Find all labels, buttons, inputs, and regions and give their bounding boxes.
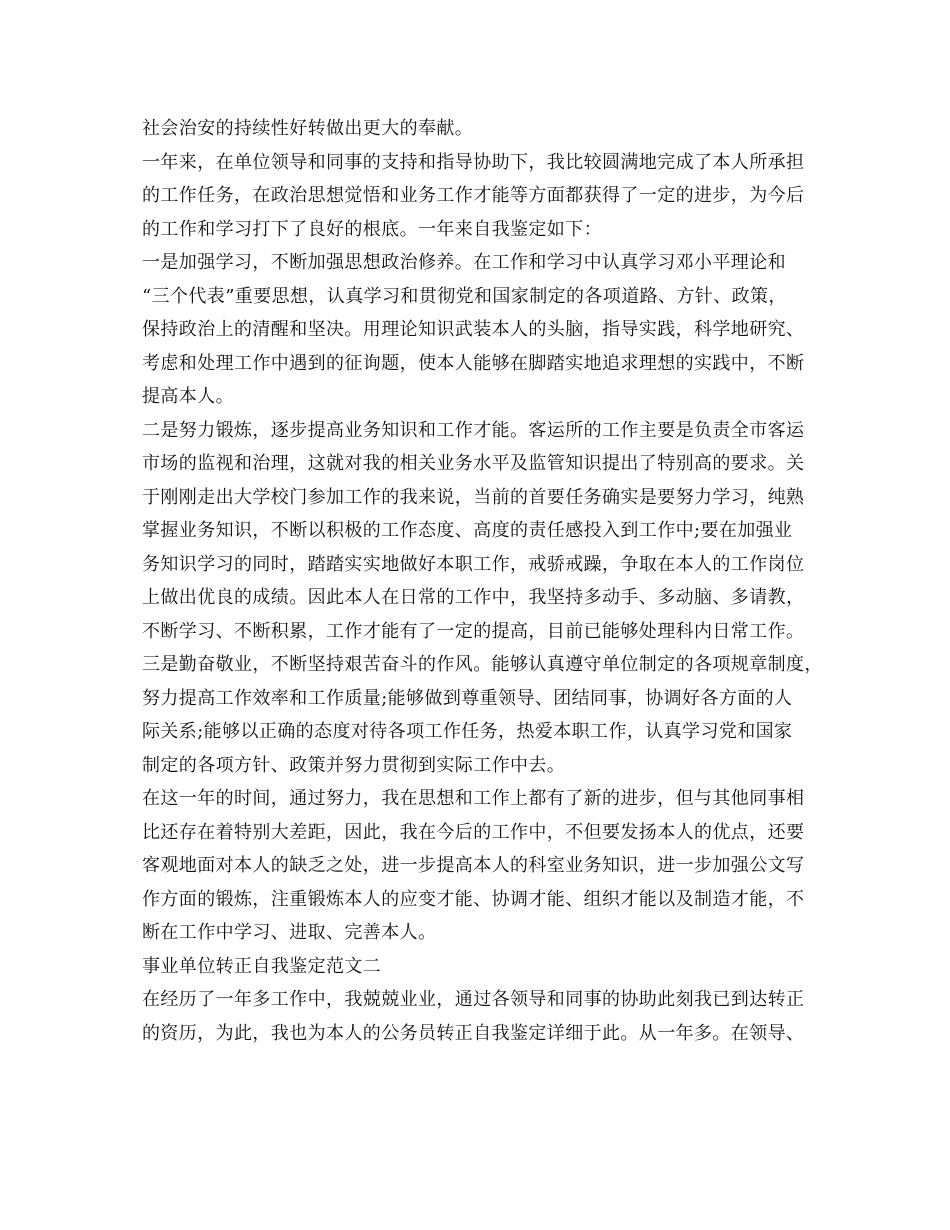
text-line: 社会治安的持续性好转做出更大的奉献。 <box>142 118 474 139</box>
text-line: 于刚刚走出大学校门参加工作的我来说，当前的首要任务确实是要努力学习，纯熟 <box>142 486 805 508</box>
text-line: 客观地面对本人的缺乏之处，进一步提高本人的科室业务知识，进一步加强公文写 <box>142 855 805 876</box>
text-line: 市场的监视和治理，这就对我的相关业务水平及监管知识提出了特别高的要求。关 <box>142 453 805 474</box>
text-line: 三是勤奋敬业，不断坚持艰苦奋斗的作风。能够认真遵守单位制定的各项规章制度， <box>142 654 823 675</box>
text-line: 比还存在着特别大差距，因此，我在今后的工作中，不但要发扬本人的优点，还要 <box>142 821 805 843</box>
section-heading: 事业单位转正自我鉴定范文二 <box>142 955 382 977</box>
text-line: 的工作和学习打下了良好的根底。一年来自我鉴定如下： <box>142 218 602 240</box>
text-line: 际关系;能够以正确的态度对待各项工作任务，热爱本职工作，认真学习党和国家 <box>142 721 793 742</box>
text-line: 务知识学习的同时，踏踏实实地做好本职工作，戒骄戒躁，争取在本人的工作岗位 <box>142 553 805 575</box>
text-line: 努力提高工作效率和工作质量;能够做到尊重领导、团结同事，协调好各方面的人 <box>142 687 793 709</box>
text-line: 一年来，在单位领导和同事的支持和指导协助下，我比较圆满地完成了本人所承担 <box>142 151 805 173</box>
text-line: 掌握业务知识，不断以积极的工作态度、高度的责任感投入到工作中;要在加强业 <box>142 520 793 541</box>
text-line: 一是加强学习，不断加强思想政治修养。在工作和学习中认真学习邓小平理论和 <box>142 252 786 273</box>
text-line: “三个代表”重要思想，认真学习和贯彻党和国家制定的各项道路、方针、政策， <box>142 285 787 307</box>
text-line: 提高本人。 <box>142 386 234 407</box>
text-line: 在这一年的时间，通过努力，我在思想和工作上都有了新的进步，但与其他同事相 <box>142 788 805 809</box>
text-line: 的工作任务，在政治思想觉悟和业务工作才能等方面都获得了一定的进步，为今后 <box>142 185 805 206</box>
text-line: 的资历，为此，我也为本人的公务员转正自我鉴定详细于此。从一年多。在领导、 <box>142 1022 805 1044</box>
text-line: 不断学习、不断积累，工作才能有了一定的提高，目前已能够处理科内日常工作。 <box>142 620 805 642</box>
text-line: 上做出优良的成绩。因此本人在日常的工作中，我坚持多动手、多动脑、多请教， <box>142 587 805 608</box>
text-line: 在经历了一年多工作中，我兢兢业业，通过各领导和同事的协助此刻我已到达转正 <box>142 989 805 1010</box>
text-line: 考虑和处理工作中遇到的征询题，使本人能够在脚踏实地追求理想的实践中，不断 <box>142 352 805 374</box>
text-line: 断在工作中学习、进取、完善本人。 <box>142 922 437 943</box>
text-line: 作方面的锻炼，注重锻炼本人的应变才能、协调才能、组织才能以及制造才能，不 <box>142 888 805 910</box>
document-body <box>142 112 822 1050</box>
text-line: 二是努力锻炼，逐步提高业务知识和工作才能。客运所的工作主要是负责全市客运 <box>142 419 805 441</box>
text-line: 保持政治上的清醒和坚决。用理论知识武装本人的头脑，指导实践，科学地研究、 <box>142 319 805 340</box>
text-line: 制定的各项方针、政策并努力贯彻到实际工作中去。 <box>142 754 566 776</box>
